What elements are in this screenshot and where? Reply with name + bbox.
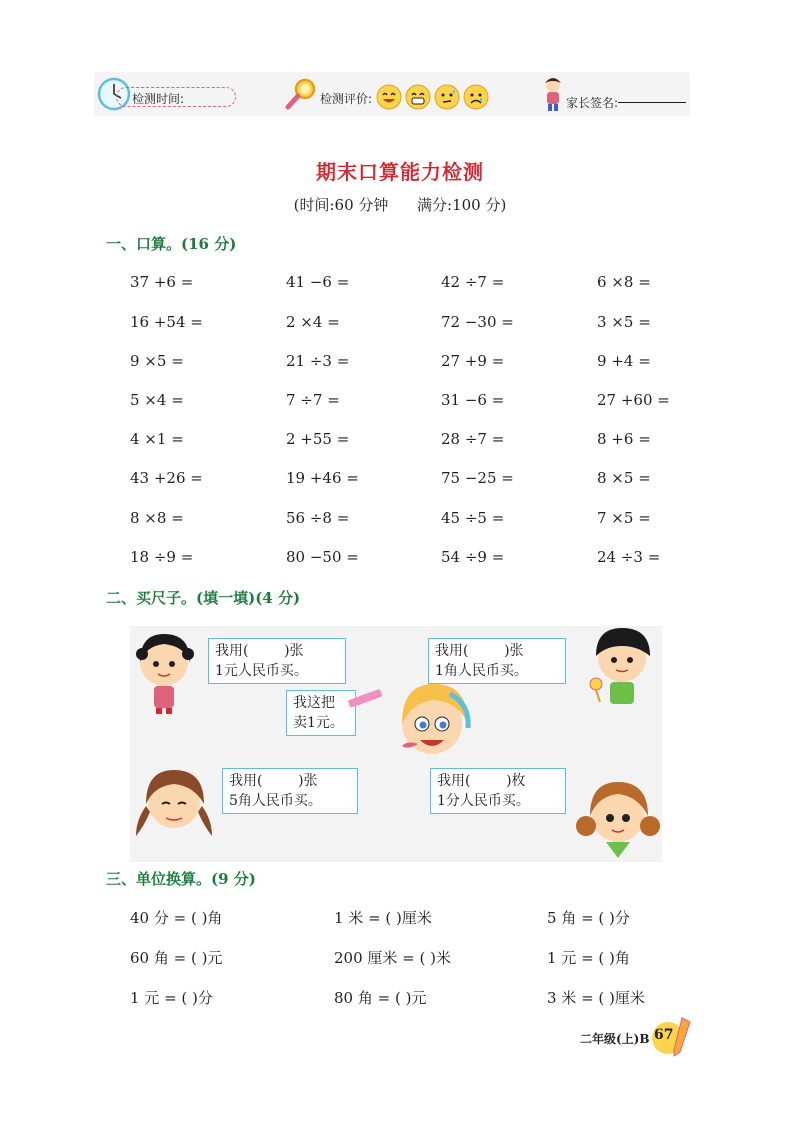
problem: 41 −6 = [286,273,350,291]
girl-top-left-illustration [134,632,198,716]
problem: 8 ×5 = [597,469,651,487]
bubble-center: 我这把 卖1元。 [286,690,356,736]
problem: 72 −30 = [441,313,514,331]
problem: 8 ×8 = [130,509,184,527]
sad-icon[interactable] [463,84,489,110]
bubble-top-left: 我用( )张 1元人民币买。 [208,638,346,684]
problem: 56 ÷8 = [286,509,350,527]
page-title: 期末口算能力检测 [316,160,484,184]
problem: 27 +60 = [597,391,670,409]
evaluation-label: 检测评价: [320,92,373,106]
seller-girl-illustration [390,680,480,770]
section3-heading: 三、单位换算。(9 分) [106,870,256,888]
problem: 6 ×8 = [597,273,651,291]
conversion-problem: 1 元 = ( )分 [130,989,213,1007]
bubble-top-right: 我用( )张 1角人民币买。 [428,638,566,684]
problem: 8 +6 = [597,430,651,448]
grin-icon[interactable] [405,84,431,110]
section1-heading: 一、口算。(16 分) [106,235,237,253]
problem: 37 +6 = [130,273,194,291]
parent-sign-label: 家长签名: [566,96,619,110]
boy-top-right-illustration [586,626,660,706]
problem: 16 +54 = [130,313,203,331]
conversion-problem: 60 角 = ( )元 [130,949,223,967]
problem: 7 ×5 = [597,509,651,527]
problem: 54 ÷9 = [441,548,505,566]
check-time-label: 检测时间: [132,92,185,106]
problem: 80 −50 = [286,548,359,566]
problem: 5 ×4 = [130,391,184,409]
problem: 27 +9 = [441,352,505,370]
worried-icon[interactable] [434,84,460,110]
conversion-problem: 1 米 = ( )厘米 [334,909,432,927]
girl-bottom-right-illustration [576,776,660,860]
bubble-bottom-right: 我用( )枚 1分人民币买。 [430,768,566,814]
page-number: 67 [654,1027,674,1043]
conversion-problem: 5 角 = ( )分 [547,909,630,927]
problem: 4 ×1 = [130,430,184,448]
problem: 31 −6 = [441,391,505,409]
conversion-problem: 200 厘米 = ( )米 [334,949,451,967]
problem: 24 ÷3 = [597,548,661,566]
problem: 28 ÷7 = [441,430,505,448]
ruler-icon [346,686,386,710]
problem: 45 ÷5 = [441,509,505,527]
problem: 75 −25 = [441,469,514,487]
problem: 43 +26 = [130,469,203,487]
page-subtitle: (时间:60 分钟 满分:100 分) [293,196,507,214]
parent-sign-line[interactable] [618,102,686,103]
problem: 9 ×5 = [130,352,184,370]
section2-heading: 二、买尺子。(填一填)(4 分) [106,589,301,607]
problem: 2 +55 = [286,430,350,448]
conversion-problem: 40 分 = ( )角 [130,909,223,927]
problem: 21 ÷3 = [286,352,350,370]
problem: 7 ÷7 = [286,391,340,409]
bubble-bottom-left: 我用( )张 5角人民币买。 [222,768,358,814]
problem: 19 +46 = [286,469,359,487]
grade-label: 二年级(上)B [580,1032,650,1046]
magnifier-icon [283,76,319,112]
conversion-problem: 1 元 = ( )角 [547,949,630,967]
child-icon [540,76,566,112]
problem: 42 ÷7 = [441,273,505,291]
problem: 18 ÷9 = [130,548,194,566]
problem: 2 ×4 = [286,313,340,331]
conversion-problem: 80 角 = ( )元 [334,989,427,1007]
girl-bottom-left-illustration [134,764,214,848]
problem: 3 ×5 = [597,313,651,331]
conversion-problem: 3 米 = ( )厘米 [547,989,645,1007]
problem: 9 +4 = [597,352,651,370]
smiley-icon[interactable] [376,84,402,110]
